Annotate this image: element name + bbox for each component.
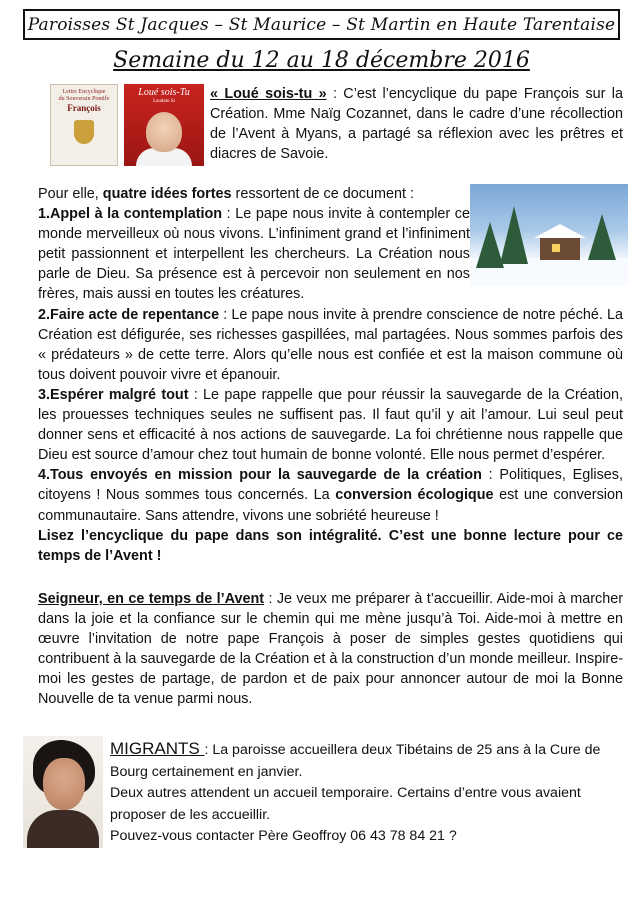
idea-2 [38, 305, 623, 385]
idea-2-title: 2.Faire acte de repentance [38, 306, 220, 323]
parish-header [23, 9, 620, 40]
cover-left-line-2: du Souverain Pontife [58, 95, 110, 102]
idea-3 [38, 385, 623, 465]
migrants-notice [110, 738, 625, 848]
prayer-paragraph [38, 589, 623, 710]
idea-3-title: 3.Espérer malgré tout [38, 386, 189, 403]
idea-1-title: 1.Appel à la contemplation [38, 206, 223, 223]
cover-left-name: François [67, 103, 101, 114]
cover-left-line-1: Lettre Encyclique [62, 89, 106, 95]
idea-4 [38, 465, 623, 525]
migrants-line-2: Deux autres attendent un accueil temporaire. Certains d’entre vous avaient proposer de les accueillir. [110, 785, 581, 823]
ideas-lead-bold: quatre idées fortes [102, 186, 232, 202]
pope-portrait [146, 112, 182, 152]
idea-4-title: 4.Tous envoyés en mission pour la sauvegarde de la création [38, 467, 482, 484]
book-cover-left [50, 84, 118, 166]
ideas-lead-after: ressortent de ce document : [231, 186, 414, 202]
migrants-title: MIGRANTS [110, 739, 205, 758]
portrait-body [27, 810, 99, 848]
intro-paragraph [210, 84, 623, 164]
migrants-line-3: Pouvez-vous contacter Père Geoffroy 06 43 78 84 21 ? [110, 828, 457, 844]
idea-3-text: : Le pape rappelle que pour réussir la sauvegarde de la Création, les prouesses techniques seules ne suffisent pas. Il faut qu’il y ait l’amour. Lui seul peut donner sens et efficacité à nos actions de sauvegarde. La foi chrétienne nous rappelle que Dieu est source d’amour chez tout humain de bonne volonté. Elle nous permet d’espérer. [38, 386, 623, 464]
parish-names: Paroisses St Jacques – St Maurice – St Martin en Haute Tarentaise [27, 14, 616, 35]
encyclical-book-cover [50, 84, 204, 166]
idea-4-text-2: est une conversion communautaire. Sans attendre, vivons une sobriété heureuse ! [38, 487, 623, 524]
prayer-title: Seigneur, en ce temps de l’Avent [38, 591, 265, 607]
portrait-face [43, 758, 85, 810]
intro-text: : C’est l’encyclique du pape François sur la Création. Mme Naïg Cozannet, dans le cadre d’une récollection de l’Avent à Myans, a partagé sa réflexion avec les prêtres et diacres de Savoie. [210, 86, 623, 163]
ideas-lead [38, 184, 623, 204]
ideas-lead-before: Pour elle, [38, 186, 103, 202]
idea-2-text: : Le pape nous invite à prendre conscience de notre péché. La Création est défigurée, ses richesses gaspillées, mal partagées. Nous sommes parfois des « prédateurs » de cette terre. Alors qu’elle nous est confiée et est la maison commune où tous doivent pouvoir vivre et épanouir. [38, 306, 623, 383]
migrant-portrait [23, 736, 103, 848]
migrants-line-1: : La paroisse accueillera deux Tibétains de 25 ans à la Cure de Bourg certainement en janvier. [110, 742, 601, 780]
cover-right-subtitle: Laudato Si [153, 99, 175, 104]
idea-4-text-1: : Politiques, Eglises, citoyens ! Nous sommes tous concernés. La [38, 467, 623, 504]
idea-1 [38, 204, 470, 304]
prayer-text: : Je veux me préparer à t’accueillir. Aide-moi à marcher dans la joie et la confiance sur le chemin qui me mène jusqu’à Toi. Aide-moi à mettre en œuvre l’invitation de notre pape François à poser de simples gestes quotidiens qui contribuent à la sauvegarde de la Création et à la construction d’un monde meilleur. Inspire-moi les gestes de partage, de pardon et de paix pour annoncer autour de moi la Bonne Nouvelle de ta venue parmi nous. [38, 591, 623, 708]
main-text [38, 184, 623, 566]
closing-line: Lisez l’encyclique du pape dans son intégralité. C’est une bonne lecture pour ce temps de l’Avent ! [38, 527, 623, 564]
intro-title: « Loué sois-tu » [210, 86, 327, 102]
book-cover-right [124, 84, 204, 166]
papal-seal-icon [74, 120, 94, 144]
idea-1-text: : Le pape nous invite à contempler ce monde merveilleux où nous vivons. L’infiniment grand et l’infiniment petit passionnent et interpellent les chercheurs. La Création nous parle de Dieu. Sa présence est à percevoir non seulement en nos frères, mais aussi en toutes les créatures. [38, 206, 470, 303]
idea-4-bold: conversion écologique [335, 487, 494, 504]
week-title: Semaine du 12 au 18 décembre 2016 [113, 48, 530, 73]
cover-right-title: Loué sois-Tu [138, 87, 190, 98]
